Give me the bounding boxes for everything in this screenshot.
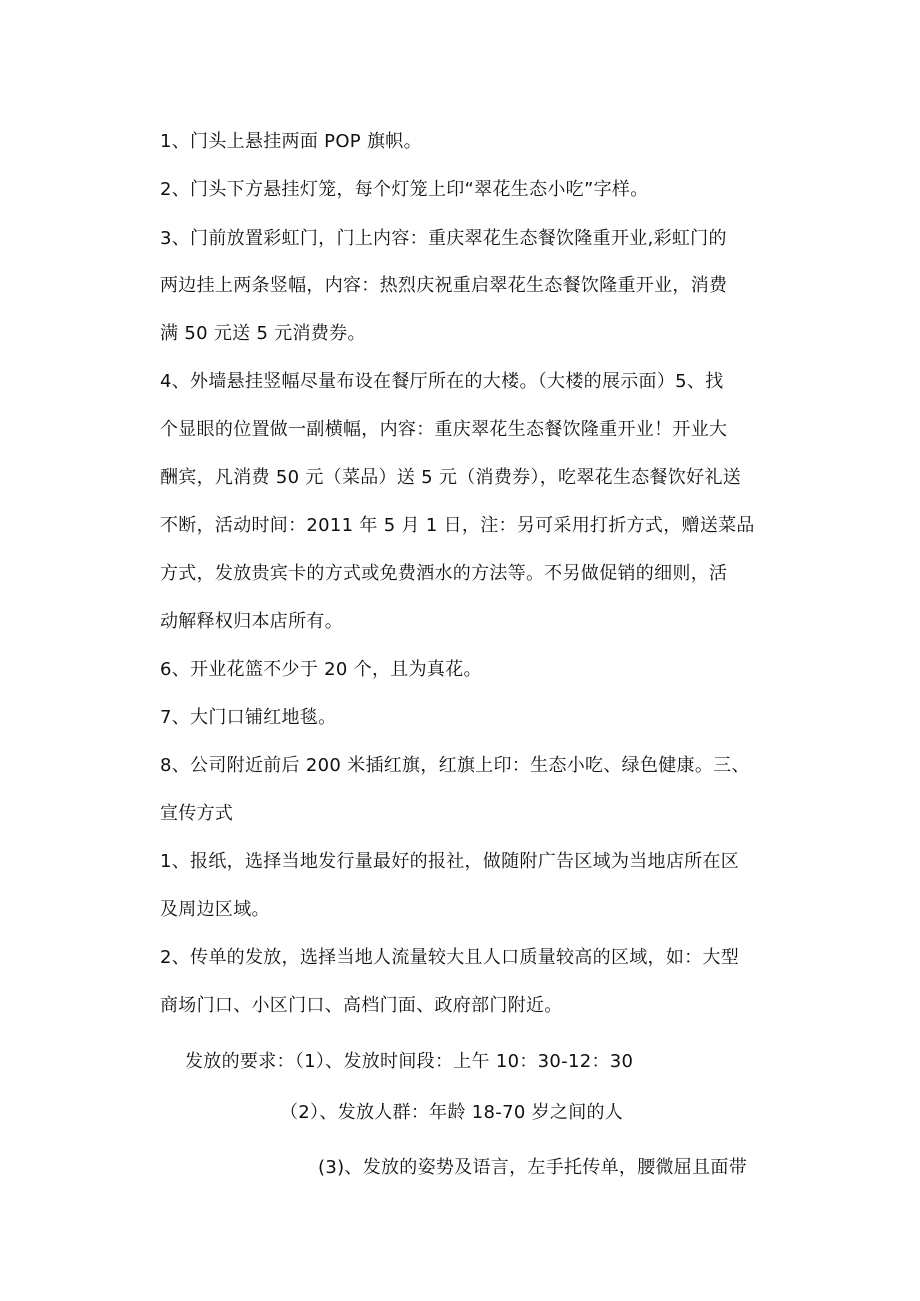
text-line-22: (3)、发放的姿势及语言，左手托传单，腰微屈且面带	[318, 1157, 747, 1178]
text-line-2: 2、门头下方悬挂灯笼，每个灯笼上印“翠花生态小吃”字样。	[160, 179, 649, 200]
text-line-21: （2）、发放人群：年龄 18-70 岁之间的人	[280, 1102, 624, 1123]
text-line-16: 1、报纸，选择当地发行量最好的报社，做随附广告区域为当地店所在区	[160, 851, 740, 872]
text-line-4: 两边挂上两条竖幅，内容：热烈庆祝重启翠花生态餐饮隆重开业，消费	[160, 275, 728, 296]
text-line-13: 7、大门口铺红地毯。	[160, 707, 337, 728]
text-line-18: 2、传单的发放，选择当地人流量较大且人口质量较高的区域，如：大型	[160, 947, 740, 968]
text-line-19: 商场门口、小区门口、高档门面、政府部门附近。	[160, 995, 563, 1016]
text-line-12: 6、开业花篮不少于 20 个，且为真花。	[160, 659, 482, 680]
text-line-17: 及周边区域。	[160, 899, 270, 920]
text-line-9: 不断，活动时间：2011 年 5 月 1 日，注：另可采用打折方式，赠送菜品	[160, 515, 755, 536]
text-line-10: 方式，发放贵宾卡的方式或免费酒水的方法等。不另做促销的细则，活	[160, 563, 728, 584]
text-line-15: 宣传方式	[160, 803, 234, 824]
text-line-3: 3、门前放置彩虹门，门上内容：重庆翠花生态餐饮隆重开业,彩虹门的	[160, 228, 727, 249]
text-line-7: 个显眼的位置做一副横幅，内容：重庆翠花生态餐饮隆重开业！开业大	[160, 419, 728, 440]
text-line-1: 1、门头上悬挂两面 POP 旗帜。	[160, 131, 422, 152]
text-line-6: 4、外墙悬挂竖幅尽量布设在餐厅所在的大楼。（大楼的展示面）5、找	[160, 371, 724, 392]
text-line-11: 动解释权归本店所有。	[160, 611, 343, 632]
text-line-20: 发放的要求：（1）、发放时间段：上午 10：30-12：30	[185, 1051, 634, 1072]
text-line-8: 酬宾，凡消费 50 元（菜品）送 5 元（消费券），吃翠花生态餐饮好礼送	[160, 467, 742, 488]
text-line-5: 满 50 元送 5 元消费券。	[160, 323, 366, 344]
text-line-14: 8、公司附近前后 200 米插红旗，红旗上印：生态小吃、绿色健康。三、	[160, 755, 750, 776]
